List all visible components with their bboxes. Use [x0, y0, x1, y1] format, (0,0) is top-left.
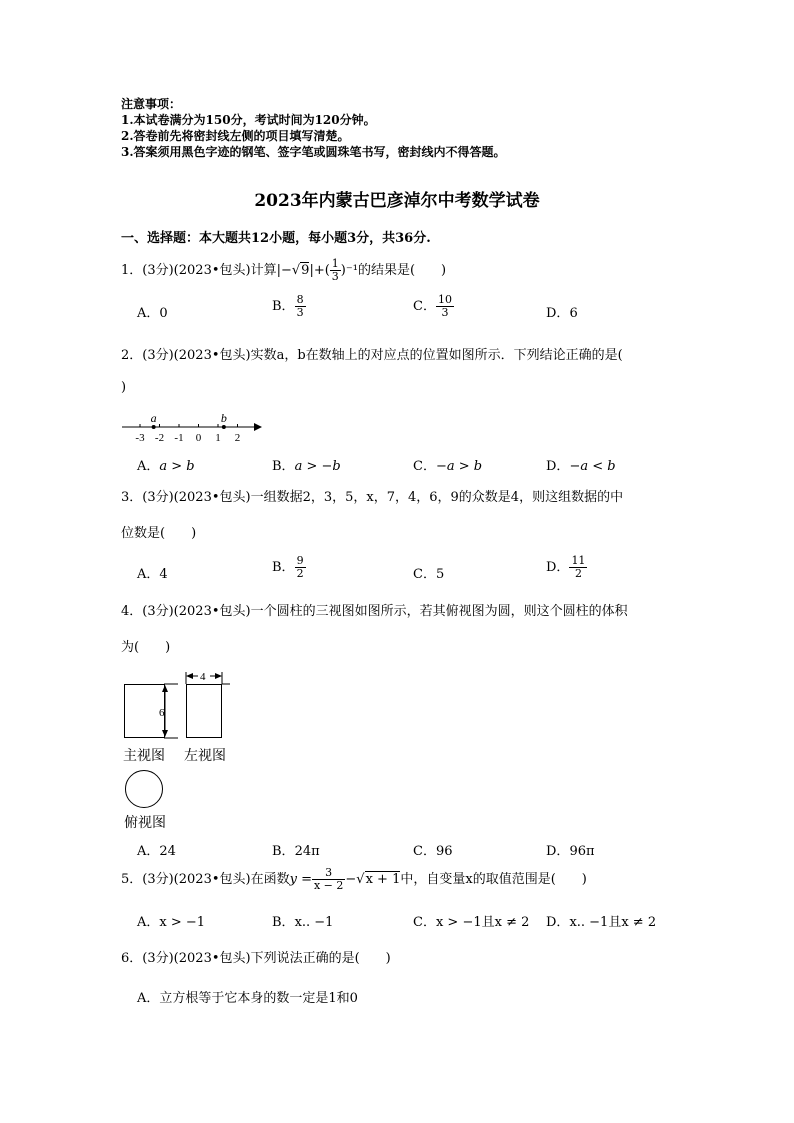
width-arrow-right — [215, 673, 222, 679]
option-fraction — [436, 294, 454, 319]
frac-num: 8 — [296, 293, 304, 306]
q3-option-c[interactable] — [413, 563, 444, 582]
q5-function-y: y = — [289, 872, 312, 887]
option-letter: B． — [272, 844, 295, 859]
number-line-tick-label: -1 — [174, 432, 184, 444]
option-letter: A． — [137, 567, 160, 582]
q2-option-a[interactable] — [137, 455, 195, 474]
q5-prefix: 5．(3分)(2023•包头)在函数 — [121, 872, 290, 887]
option-letter: D． — [546, 915, 570, 930]
option-value: x > −1 — [159, 915, 206, 930]
q5-option-d[interactable] — [546, 911, 656, 930]
question-5 — [121, 867, 587, 892]
question-1 — [121, 258, 446, 283]
q1-option-b[interactable] — [272, 294, 306, 319]
height-arrow-up — [162, 685, 168, 692]
number-line-points — [151, 411, 227, 429]
q1-option-a[interactable] — [137, 302, 168, 321]
q1-option-d[interactable] — [546, 302, 578, 321]
q5-suffix: 中，自变量x的取值范围是( ) — [400, 872, 587, 887]
option-value: x.. −1且x ≠ 2 — [569, 915, 657, 930]
height-arrow-down — [162, 730, 168, 737]
option-value: a > −b — [294, 459, 341, 474]
three-view-figure — [118, 664, 248, 814]
number-line-figure — [118, 406, 268, 446]
option-letter: B． — [272, 560, 295, 575]
notes-line-3: 3.答案须用黑色字迹的钢笔、签字笔或圆珠笔书写，密封线内不得答题。 — [121, 145, 506, 159]
option-value: x.. −1 — [294, 915, 334, 930]
question-4-line-2: 为( ) — [121, 640, 171, 655]
option-value: 96 — [435, 844, 453, 859]
number-line-tick-label: -3 — [135, 432, 145, 444]
option-letter: A． — [137, 459, 160, 474]
option-letter: D． — [546, 844, 570, 859]
q5-option-b[interactable] — [272, 911, 333, 930]
q3-option-d[interactable] — [546, 555, 587, 580]
exam-title: 2023年内蒙古巴彦淖尔中考数学试卷 — [254, 191, 540, 211]
option-value: 96π — [569, 844, 595, 859]
top-view-circle — [126, 771, 163, 808]
frac-num: 9 — [296, 554, 304, 567]
q5-option-c[interactable] — [413, 911, 529, 930]
option-letter: B． — [272, 299, 295, 314]
option-letter: D． — [546, 560, 570, 575]
number-line-point-a — [152, 425, 156, 429]
option-value: 4 — [159, 567, 168, 582]
q2-option-c[interactable] — [413, 455, 482, 474]
option-letter: D． — [546, 306, 570, 321]
option-letter: C． — [413, 299, 436, 314]
frac-den: 3 — [296, 306, 304, 319]
option-letter: C． — [413, 844, 436, 859]
left-view-caption: 左视图 — [184, 748, 226, 764]
notes-line-1: 1.本试卷满分为150分，考试时间为120分钟。 — [121, 113, 376, 127]
q1-frac-num: 1 — [331, 257, 339, 270]
option-value: x > −1且x ≠ 2 — [435, 915, 530, 930]
q2-option-b[interactable] — [272, 455, 341, 474]
number-line-label-b: b — [220, 411, 227, 425]
option-fraction — [295, 555, 306, 580]
question-2-line-1: 2．(3分)(2023•包头)实数a，b在数轴上的对应点的位置如图所示．下列结论正确的是( — [121, 348, 623, 363]
q5-sqrt-arg: x + 1 — [365, 872, 401, 887]
q2-option-d[interactable] — [546, 455, 616, 474]
notes-heading: 注意事项： — [121, 97, 182, 111]
q3-option-b[interactable] — [272, 555, 306, 580]
option-value: −a > b — [435, 459, 483, 474]
q1-suffix: 的结果是( ) — [357, 263, 447, 278]
q3-option-a[interactable] — [137, 563, 168, 582]
number-line-tick-label: -2 — [154, 432, 165, 444]
option-letter: C． — [413, 915, 436, 930]
option-value: 24 — [159, 844, 176, 859]
width-arrow-left — [186, 673, 193, 679]
sqrt-symbol: √ — [356, 872, 365, 887]
option-letter: C． — [413, 567, 436, 582]
question-3-line-2: 位数是( ) — [121, 526, 197, 541]
number-line-tick-label: 0 — [195, 432, 202, 444]
option-letter: B． — [272, 915, 295, 930]
width-label: 4 — [200, 671, 206, 683]
frac-num: 11 — [571, 554, 586, 567]
frac-den: 2 — [574, 567, 582, 580]
question-6: 6．(3分)(2023•包头)下列说法正确的是( ) — [121, 951, 391, 966]
option-value: 24π — [294, 844, 320, 859]
q4-option-a[interactable] — [137, 840, 176, 859]
q1-prefix: 1．(3分)(2023•包头)计算|− — [121, 263, 292, 278]
option-value: 5 — [435, 567, 445, 582]
number-line-tick-label: 2 — [234, 432, 241, 444]
q1-option-c[interactable] — [413, 294, 454, 319]
q6-option-a[interactable]: A．立方根等于它本身的数一定是1和0 — [137, 991, 358, 1006]
q5-frac-den: x − 2 — [313, 879, 344, 892]
option-letter: A． — [137, 306, 160, 321]
q1-frac-den: 3 — [331, 270, 339, 283]
option-value: 0 — [159, 306, 168, 321]
option-value: 6 — [569, 306, 578, 321]
q5-fraction — [312, 867, 345, 892]
q4-option-b[interactable] — [272, 840, 320, 859]
option-value: a > b — [159, 459, 195, 474]
number-line-point-b — [222, 425, 226, 429]
option-letter: B． — [272, 459, 295, 474]
q4-option-c[interactable] — [413, 840, 453, 859]
option-value: −a < b — [569, 459, 616, 474]
option-letter: A． — [137, 915, 160, 930]
q1-mid: |+( — [309, 263, 330, 278]
exam-notes — [121, 96, 506, 160]
left-view-rect — [187, 685, 222, 738]
height-label: 6 — [159, 707, 165, 719]
q5-option-a[interactable] — [137, 911, 205, 930]
number-line-label-a: a — [150, 411, 157, 425]
sqrt-symbol: √ — [291, 263, 301, 278]
notes-line-2: 2.答卷前先将密封线左侧的项目填写清楚。 — [121, 129, 350, 143]
q1-sqrt-arg: 9 — [301, 263, 310, 278]
question-2-line-2: ) — [121, 380, 127, 395]
option-fraction — [569, 555, 587, 580]
frac-den: 3 — [441, 306, 449, 319]
number-line-arrow — [254, 423, 262, 431]
option-letter: D． — [546, 459, 570, 474]
q5-frac-num: 3 — [312, 867, 345, 880]
option-fraction — [295, 294, 306, 319]
question-3-line-1: 3．(3分)(2023•包头)一组数据2，3，5，x，7，4，6，9的众数是4，则这组数据的中 — [121, 490, 624, 505]
top-view-caption: 俯视图 — [124, 815, 166, 831]
q1-fraction — [330, 258, 341, 283]
option-letter: A． — [137, 844, 160, 859]
question-4-line-1: 4．(3分)(2023•包头)一个圆柱的三视图如图所示，若其俯视图为圆，则这个圆柱的体积 — [121, 604, 628, 619]
section-heading: 一、选择题：本大题共12小题，每小题3分，共36分. — [121, 231, 431, 246]
q1-exp: )⁻¹ — [340, 263, 358, 278]
q4-option-d[interactable] — [546, 840, 595, 859]
frac-den: 2 — [296, 567, 304, 580]
number-line-tick-label: 1 — [215, 432, 221, 444]
front-view-caption: 主视图 — [123, 748, 165, 764]
option-letter: C． — [413, 459, 436, 474]
q5-minus: − — [345, 872, 357, 887]
frac-num: 10 — [437, 293, 452, 306]
